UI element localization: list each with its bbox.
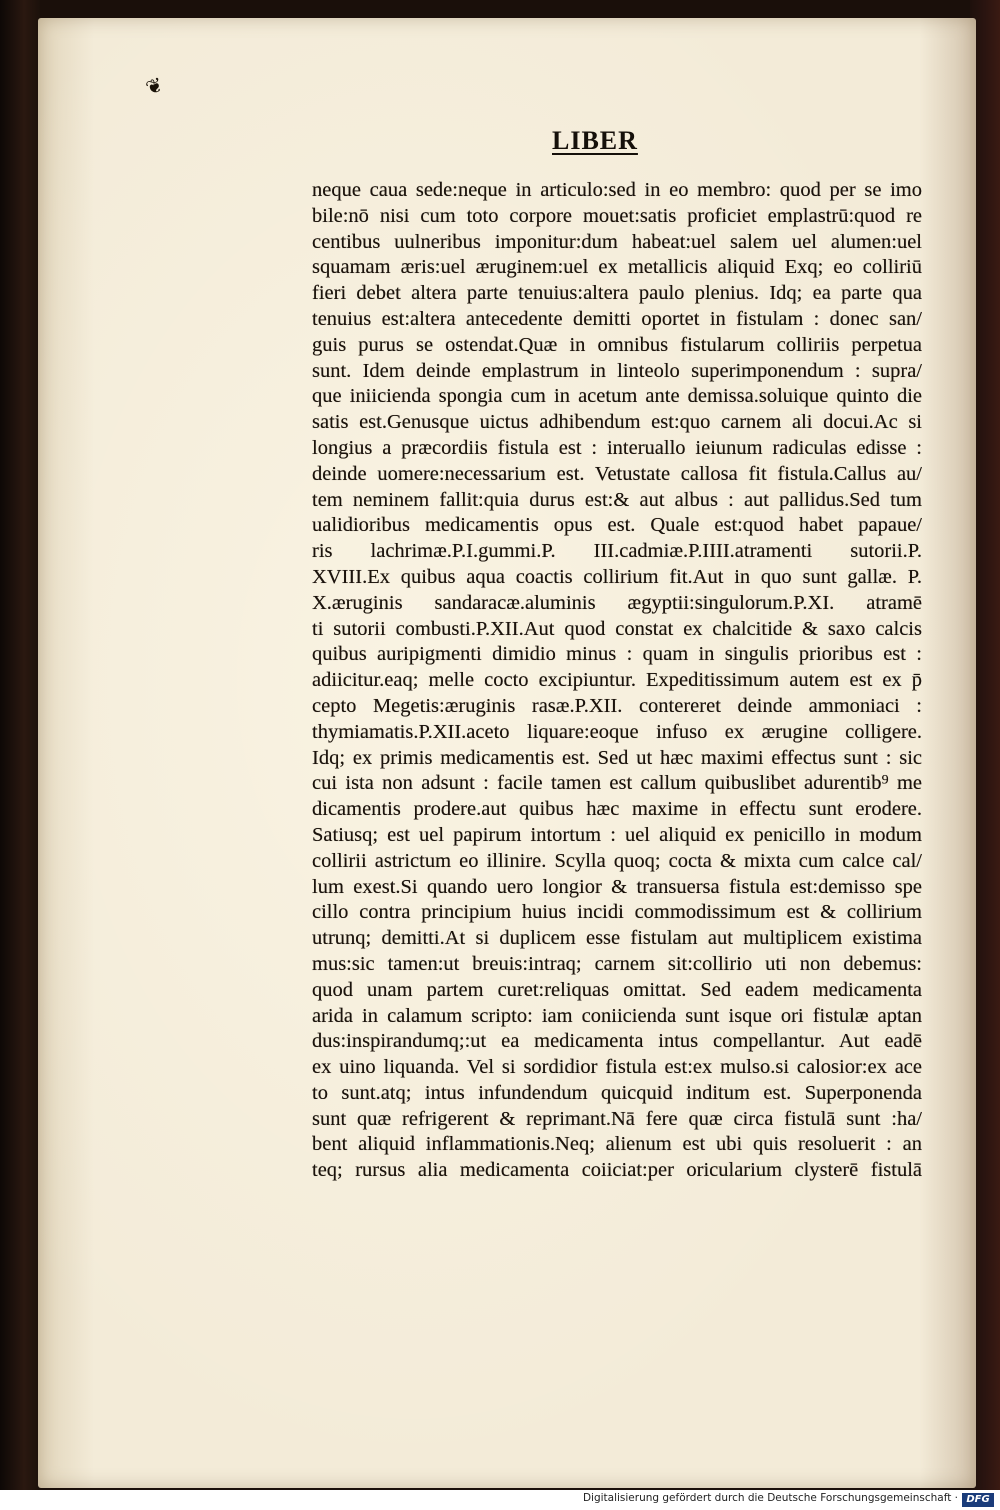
text-line: ex uino liquanda. Vel si sordidior fistula est:ex mulso.si calosior:ex ace [312, 1056, 922, 1079]
text-line: satis est.Genusque uictus adhibendum est:quo carnem ali docui.Ac si [312, 411, 922, 434]
text-line: deinde uomere:necessarium est. Vetustate callosa fit fistula.Callus au/ [312, 462, 922, 485]
text-line: teq; rursus alia medicamenta coiiciat:per oricularium clysterē fistulā [312, 1159, 922, 1182]
running-head: LIBER [552, 126, 638, 155]
text-line: cepto Megetis:æruginis rasæ.P.XII. contereret deinde ammoniaci : [312, 694, 922, 717]
dfg-logo: DFG [962, 1493, 994, 1507]
text-line: squamam æris:uel æruginem:uel ex metallicis aliquid Exq; eo colliriū [312, 256, 922, 279]
text-line: quibus auripigmenti dimidio minus : quam in singulis prioribus est : [312, 643, 922, 666]
margin-mark: ❦ [142, 71, 167, 101]
text-line: bent aliquid inflammationis.Neq; alienum est ubi quis resoluerit : an [312, 1133, 922, 1156]
text-line: dicamentis prodere.aut quibus hæc maxime in effectu sunt erodere. [312, 798, 922, 821]
text-line: cillo contra principium huius incidi commodissimum est & collirium [312, 901, 922, 924]
body-text [312, 178, 922, 1184]
text-line: mus:sic tamen:ut breuis:intraq; carnem sit:collirio uti non debemus: [312, 952, 922, 975]
text-line: tem neminem fallit:quia durus est:& aut albus : aut pallidus.Sed tum [312, 488, 922, 511]
text-line: Idq; ex primis medicamentis est. Sed ut hæc maximi effectus sunt : sic [312, 746, 922, 769]
text-line: arida in calamum scripto: iam coniicienda sunt isque ori fistulæ aptan [312, 1004, 922, 1027]
text-line: Satiusq; est uel papirum intortum : uel aliquid ex penicillo in modum [312, 823, 922, 846]
text-line: X.æruginis sandaracæ.aluminis ægyptii:singulorum.P.XI. atramē [312, 591, 922, 614]
text-line: tenuius est:altera antecedente demitti oportet in fistulam : donec san/ [312, 307, 922, 330]
text-line: sunt quæ refrigerent & reprimant.Nā fere quæ circa fistulā sunt :ha/ [312, 1107, 922, 1130]
text-line: ualidioribus medicamentis opus est. Quale est:quod habet papaue/ [312, 514, 922, 537]
text-line: to sunt.atq; intus infundendum quicquid inditum est. Superponenda [312, 1081, 922, 1104]
text-line: quod unam partem curet:reliquas omittat. Sed eadem medicamenta [312, 978, 922, 1001]
text-line: sunt. Idem deinde emplastrum in linteolo superimponendum : supra/ [312, 359, 922, 382]
text-line: utrunq; demitti.At si duplicem esse fistulam aut multiplicem existima [312, 927, 922, 950]
text-line: dus:inspirandumq;:ut ea medicamenta intus compellantur. Aut eadē [312, 1030, 922, 1053]
binding-left-edge [0, 0, 40, 1490]
text-line: longius a præcordiis fistula est : interuallo ieiunum radiculas edisse : [312, 436, 922, 459]
text-line: centibus uulneribus imponitur:dum habeat:uel salem uel alumen:uel [312, 230, 922, 253]
text-line: guis purus se ostendat.Quæ in omnibus fistularum colliriis perpetua [312, 333, 922, 356]
text-line: adiicitur.eaq; melle cocto excipiuntur. Expeditissimum autem est ex p̄ [312, 669, 922, 692]
text-line: fieri debet altera parte tenuius:altera paulo plenius. Idq; ea parte qua [312, 282, 922, 305]
text-line: que iniicienda spongia cum in acetum ante demissa.soluique quinto die [312, 385, 922, 408]
text-line: bile:nō nisi cum toto corpore mouet:satis proficiet emplastrū:quod re [312, 204, 922, 227]
text-line: XVIII.Ex quibus aqua coactis collirium fit.Aut in quo sunt gallæ. P. [312, 565, 922, 588]
text-line: cui ista non adsunt : facile tamen est callum quibuslibet adurentib⁹ me [312, 772, 922, 795]
footer-credit: Digitalisierung gefördert durch die Deutsche Forschungsgemeinschaft · [582, 1492, 958, 1504]
text-line: ris lachrimæ.P.I.gummi.P. III.cadmiæ.P.IIII.atramenti sutorii.P. [312, 540, 922, 563]
text-line: collirii astrictum eo illinire. Scylla quoq; cocta & mixta cum calce cal/ [312, 849, 922, 872]
text-line: lum exest.Si quando uero longior & transuersa fistula est:demisso spe [312, 875, 922, 898]
text-line: thymiamatis.P.XII.aceto liquare:eoque infuso ex ærugine colligere. [312, 720, 922, 743]
text-line: neque caua sede:neque in articulo:sed in eo membro: quod per se imo [312, 179, 922, 201]
text-line: ti sutorii combusti.P.XII.Aut quod constat ex chalcitide & saxo calcis [312, 617, 922, 640]
